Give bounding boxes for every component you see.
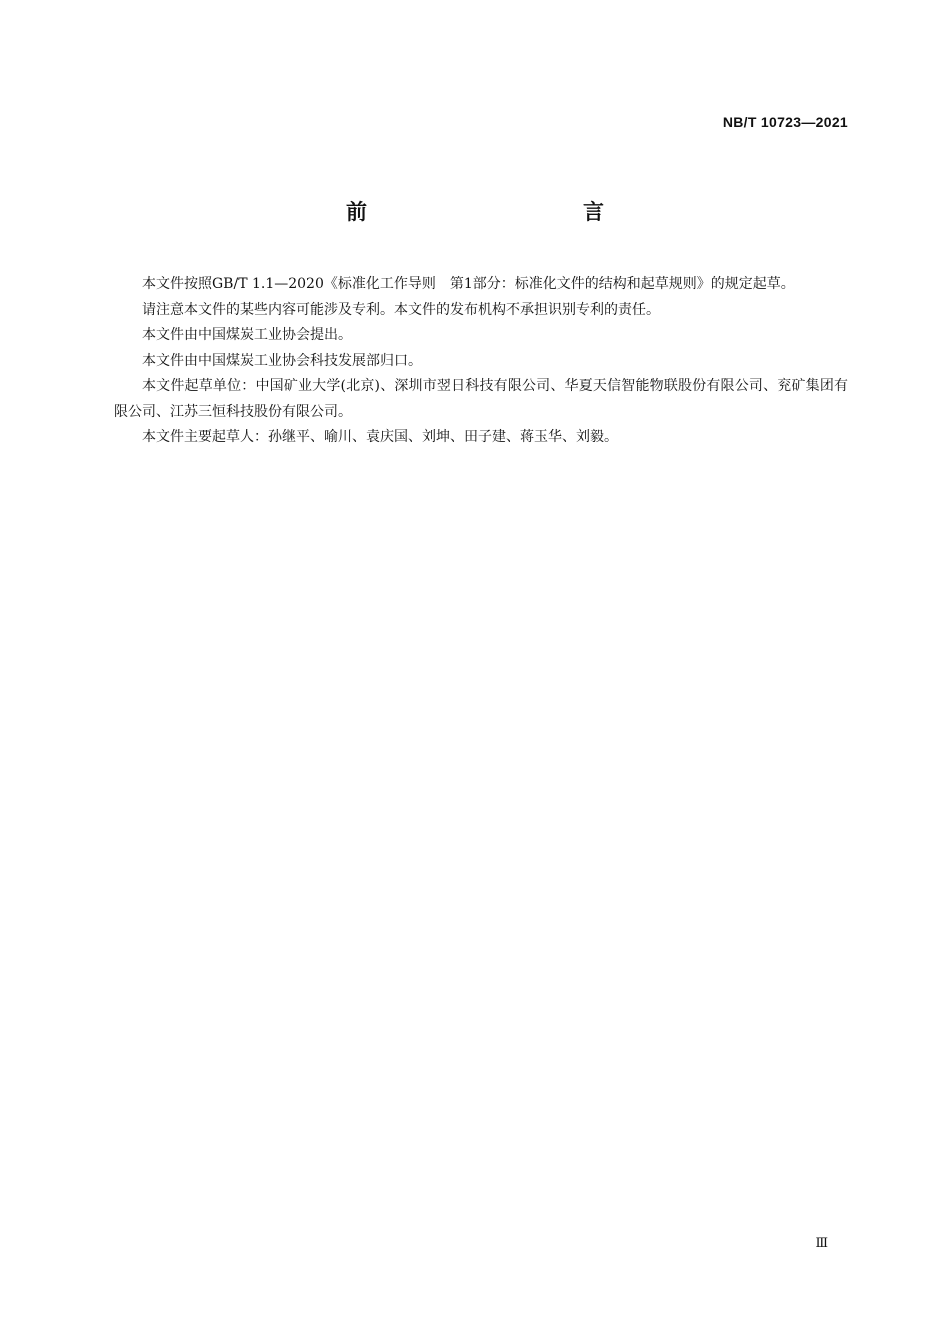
preface-body bbox=[114, 272, 848, 451]
page-number: Ⅲ bbox=[815, 1236, 828, 1251]
paragraph-drafting-units: 本文件起草单位：中国矿业大学(北京)、深圳市翌日科技有限公司、华夏天信智能物联股份有限公司、兖矿集团有限公司、江苏三恒科技股份有限公司。 bbox=[114, 378, 848, 420]
paragraph-drafters: 本文件主要起草人：孙继平、喻川、袁庆国、刘坤、田子建、蒋玉华、刘毅。 bbox=[142, 429, 618, 445]
paragraph-proposer: 本文件由中国煤炭工业协会提出。 bbox=[142, 327, 352, 343]
paragraph-centralized-unit: 本文件由中国煤炭工业协会科技发展部归口。 bbox=[142, 352, 422, 369]
paragraph-drafting-rules: 本文件按照GB/T 1.1—2020《标准化工作导则 第1部分：标准化文件的结构和起草规则》的规定起草。 bbox=[142, 276, 795, 292]
page-title: 前 言 bbox=[346, 200, 662, 224]
document-code: NB/T 10723—2021 bbox=[722, 114, 848, 130]
paragraph-patent-notice: 请注意本文件的某些内容可能涉及专利。本文件的发布机构不承担识别专利的责任。 bbox=[142, 301, 660, 318]
